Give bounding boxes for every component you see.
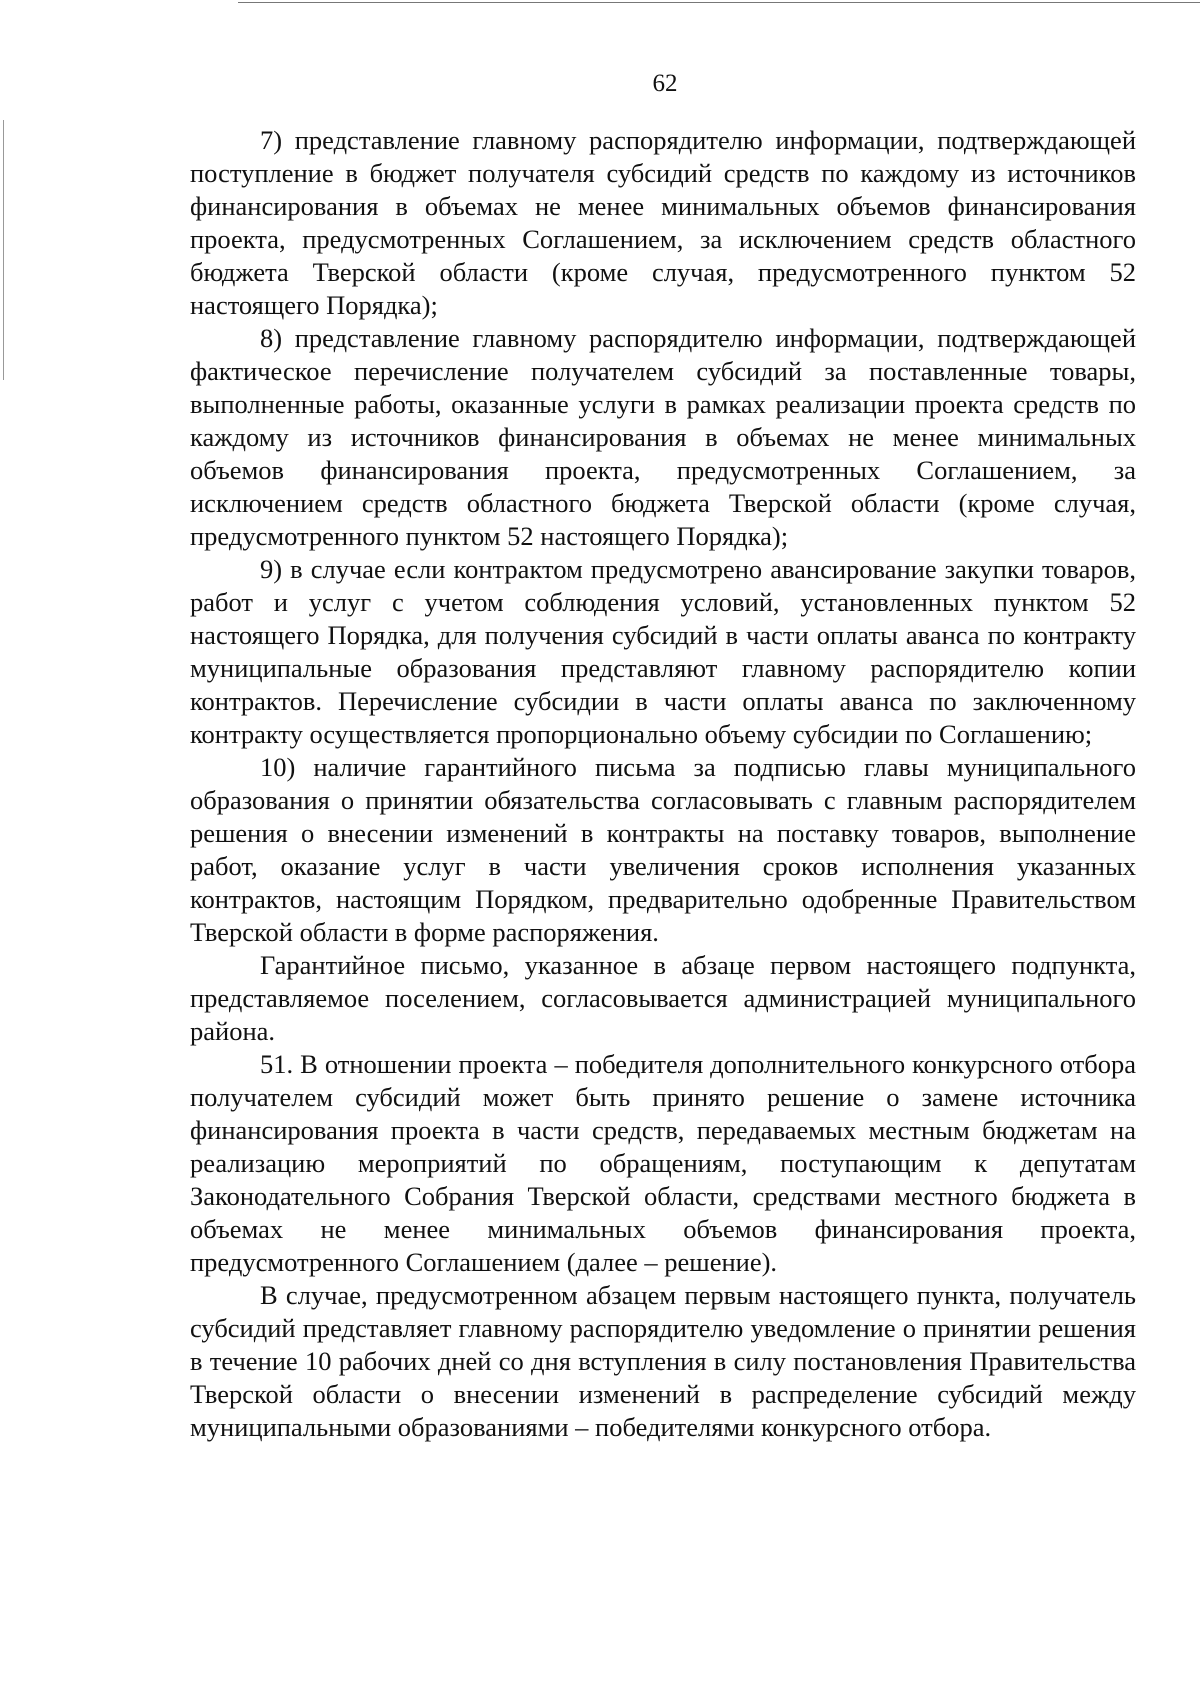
paragraph-clause-51-notice: В случае, предусмотренном абзацем первым настоящего пункта, получатель субсидий представляет главному распорядителю уведомление о принятии решения в течение 10 рабочих дней со дня вступления в силу постановления Правительства Тверской области о внесении изменений в распределение субсидий между муниципальными образованиями – победителями конкурсного отбора. <box>190 1280 1136 1442</box>
paragraph-item-9: 9) в случае если контрактом предусмотрено авансирование закупки товаров, работ и услуг с учетом соблюдения условий, установленных пунктом 52 настоящего Порядка, для получения субсидий в части оплаты аванса по контракту муниципальные образования представляют главному распорядителю копии контрактов. Перечисление субсидии в части оплаты аванса по заключенному контракту осуществляется пропорционально объему субсидии по Соглашению; <box>190 554 1136 749</box>
paragraph-clause-51: 51. В отношении проекта – победителя дополнительного конкурсного отбора получателем субсидий может быть принято решение о замене источника финансирования проекта в части средств, передаваемых местным бюджетам на реализацию мероприятий по обращениям, поступающим к депутатам Законодательного Собрания Тверской области, средствами местного бюджета в объемах не менее минимальных объемов финансирования проекта, предусмотренного Соглашением (далее – решение). <box>190 1049 1136 1277</box>
scan-edge-top <box>238 2 1200 3</box>
paragraph-item-8: 8) представление главному распорядителю информации, подтверждающей фактическое перечисление получателем субсидий за поставленные товары, выполненные работы, оказанные услуги в рамках реализации проекта средств по каждому из источников финансирования в объемах не менее минимальных объемов финансирования проекта, предусмотренных Соглашением, за исключением средств областного бюджета Тверской области (кроме случая, предусмотренного пунктом 52 настоящего Порядка); <box>190 323 1136 551</box>
paragraph-item-7: 7) представление главному распорядителю информации, подтверждающей поступление в бюджет получателя субсидий средств по каждому из источников финансирования в объемах не менее минимальных объемов финансирования проекта, предусмотренных Соглашением, за исключением средств областного бюджета Тверской области (кроме случая, предусмотренного пунктом 52 настоящего Порядка); <box>190 125 1136 320</box>
paragraph-guarantee-letter: Гарантийное письмо, указанное в абзаце первом настоящего подпункта, представляемое поселением, согласовывается администрацией муниципального района. <box>190 950 1136 1046</box>
paragraph-item-10: 10) наличие гарантийного письма за подписью главы муниципального образования о принятии обязательства согласовывать с главным распорядителем решения о внесении изменений в контракты на поставку товаров, выполнение работ, оказание услуг в части увеличения сроков исполнения указанных контрактов, настоящим Порядком, предварительно одобренные Правительством Тверской области в форме распоряжения. <box>190 752 1136 947</box>
scan-edge-left <box>3 120 4 380</box>
page-number: 62 <box>652 70 678 97</box>
document-body <box>190 124 1136 1444</box>
